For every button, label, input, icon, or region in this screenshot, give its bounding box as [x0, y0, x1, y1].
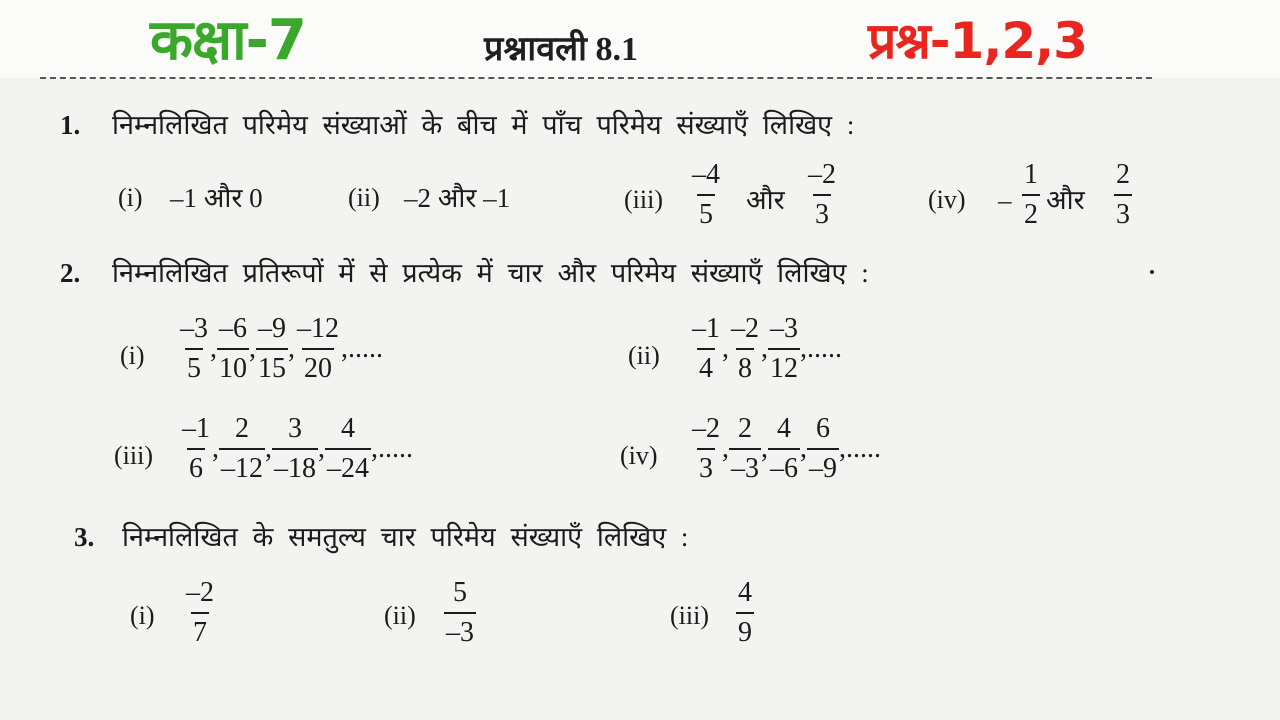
- numerator: –3: [180, 313, 208, 344]
- denominator: –9: [807, 448, 839, 484]
- q1-number: 1.: [60, 110, 81, 140]
- q2-part-i-label: (i): [120, 341, 145, 370]
- q2-part-i-sequence: [178, 314, 383, 384]
- numerator: –1: [692, 313, 720, 344]
- numerator: 6: [816, 413, 830, 444]
- comma: ,: [288, 333, 295, 364]
- header-divider: [40, 77, 1152, 79]
- q3-part-ii-label: (ii): [384, 601, 416, 630]
- questions-title: प्रश्न-1,2,3: [868, 12, 1087, 70]
- fraction: [219, 414, 265, 484]
- numerator: –9: [258, 313, 286, 344]
- comma: ,: [722, 433, 729, 464]
- q2-part-iii-label: (iii): [114, 441, 153, 470]
- q2-part-ii-label: (ii): [628, 341, 660, 370]
- numerator: 3: [288, 413, 302, 444]
- numerator: –3: [770, 313, 798, 344]
- denominator: 7: [191, 612, 209, 648]
- speck-mark: [1150, 270, 1154, 274]
- denominator: –3: [444, 612, 476, 648]
- fraction: [295, 314, 341, 384]
- numerator: 2: [738, 413, 752, 444]
- numerator: –2: [692, 413, 720, 444]
- q2-part-ii-sequence: [690, 314, 842, 384]
- q3-i-fraction: [184, 578, 216, 648]
- q1-part-ii-label: (ii): [348, 183, 380, 212]
- fraction: [217, 314, 249, 384]
- ellipsis: ,.....: [800, 333, 842, 364]
- q3-part-iii-label: (iii): [670, 601, 709, 630]
- comma: ,: [249, 333, 256, 364]
- denominator: 4: [697, 348, 715, 384]
- q1-iv-and: और: [1046, 185, 1085, 215]
- comma: ,: [212, 433, 219, 464]
- fraction: [690, 414, 722, 484]
- comma: ,: [722, 333, 729, 364]
- q1-part-iii-label: (iii): [624, 185, 663, 214]
- numerator: 1: [1024, 159, 1038, 190]
- q1-text: निम्नलिखित परिमेय संख्याओं के बीच में पाँच परिमेय संख्याएँ लिखिए :: [112, 110, 855, 140]
- numerator: –2: [731, 313, 759, 344]
- q2-part-iii-sequence: [180, 414, 413, 484]
- denominator: 12: [768, 348, 800, 384]
- q1-iii-and: और: [746, 185, 785, 215]
- fraction: [807, 414, 839, 484]
- q3-number: 3.: [74, 522, 95, 552]
- denominator: 6: [187, 448, 205, 484]
- denominator: 3: [1114, 194, 1132, 230]
- q1-part-ii-text: –2 और –1: [404, 183, 511, 213]
- numerator: 2: [235, 413, 249, 444]
- denominator: 5: [697, 194, 715, 230]
- denominator: –3: [729, 448, 761, 484]
- denominator: 3: [697, 448, 715, 484]
- q3-ii-fraction: [444, 578, 476, 648]
- fraction: [272, 414, 318, 484]
- class-title: कक्षा-7: [150, 8, 306, 73]
- numerator: 4: [738, 577, 752, 608]
- fraction: [768, 414, 800, 484]
- numerator: –2: [808, 159, 836, 190]
- fraction: [325, 414, 371, 484]
- denominator: –12: [219, 448, 265, 484]
- q1-iv-minus: –: [998, 185, 1012, 215]
- fraction: [729, 314, 761, 384]
- denominator: –18: [272, 448, 318, 484]
- denominator: –24: [325, 448, 371, 484]
- numerator: 5: [453, 577, 467, 608]
- comma: ,: [761, 433, 768, 464]
- q1-iv-fraction-b: [1114, 160, 1132, 230]
- ellipsis: ,.....: [839, 433, 881, 464]
- q3-iii-fraction: [736, 578, 754, 648]
- fraction: [256, 314, 288, 384]
- q3-text: निम्नलिखित के समतुल्य चार परिमेय संख्याएँ लिखिए :: [122, 522, 689, 552]
- numerator: 4: [777, 413, 791, 444]
- comma: ,: [265, 433, 272, 464]
- denominator: 2: [1022, 194, 1040, 230]
- fraction: [768, 314, 800, 384]
- fraction: [729, 414, 761, 484]
- numerator: –4: [692, 159, 720, 190]
- q3-part-i-label: (i): [130, 601, 155, 630]
- q1-part-i-text: –1 और 0: [170, 183, 263, 213]
- denominator: 8: [736, 348, 754, 384]
- denominator: 20: [302, 348, 334, 384]
- numerator: 4: [341, 413, 355, 444]
- numerator: –2: [186, 577, 214, 608]
- ellipsis: ,.....: [371, 433, 413, 464]
- numerator: –1: [182, 413, 210, 444]
- q1-part-iv-label: (iv): [928, 185, 966, 214]
- q1-iv-fraction-a: [1022, 160, 1040, 230]
- numerator: –12: [297, 313, 339, 344]
- q1-part-i-label: (i): [118, 183, 143, 212]
- exercise-title: प्रश्नावली 8.1: [484, 31, 638, 68]
- denominator: –6: [768, 448, 800, 484]
- q2-part-iv-label: (iv): [620, 441, 658, 470]
- comma: ,: [210, 333, 217, 364]
- denominator: 5: [185, 348, 203, 384]
- denominator: 9: [736, 612, 754, 648]
- q2-number: 2.: [60, 258, 81, 288]
- q1-iii-fraction-a: [690, 160, 722, 230]
- q2-part-iv-sequence: [690, 414, 881, 484]
- fraction: [178, 314, 210, 384]
- q2-text: निम्नलिखित प्रतिरूपों में से प्रत्येक में चार और परिमेय संख्याएँ लिखिए :: [112, 258, 869, 288]
- fraction: [180, 414, 212, 484]
- denominator: 15: [256, 348, 288, 384]
- ellipsis: ,.....: [341, 333, 383, 364]
- comma: ,: [761, 333, 768, 364]
- comma: ,: [800, 433, 807, 464]
- comma: ,: [318, 433, 325, 464]
- numerator: –6: [219, 313, 247, 344]
- numerator: 2: [1116, 159, 1130, 190]
- q1-iii-fraction-b: [806, 160, 838, 230]
- fraction: [690, 314, 722, 384]
- denominator: 3: [813, 194, 831, 230]
- denominator: 10: [217, 348, 249, 384]
